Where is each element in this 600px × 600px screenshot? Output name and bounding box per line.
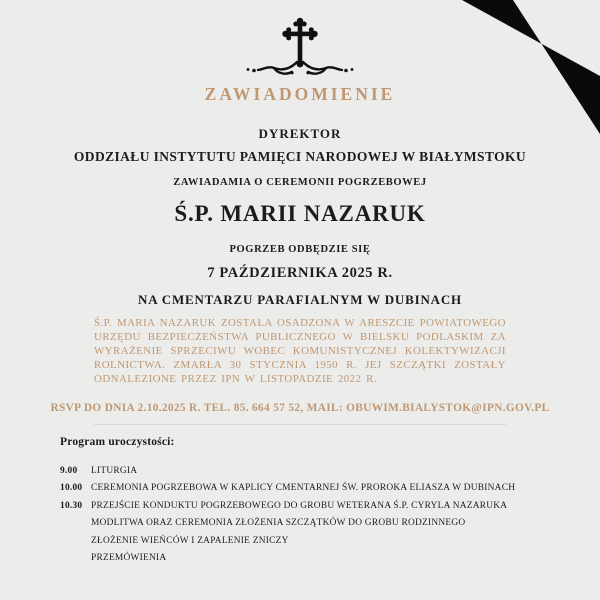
issuer-organization: ODDZIAŁU INSTYTUTU PAMIĘCI NARODOWEJ W BIAŁYMSTOKU bbox=[73, 149, 527, 164]
funeral-intro: POGRZEB ODBĘDZIE SIĘ bbox=[229, 244, 371, 255]
biography-text: Ś.P. MARIA NAZARUK ZOSTAŁA OSADZONA W ARESZCIE POWIATOWEGO URZĘDU BEZPIECZEŃSTWA PUBLICZNEGO W BIELSKU PODLASKIM ZA WYRAŻENIE SPRZECIWU WOBEC KOMUNISTYCZNEJ KOLEKTYWIZACJI ROLNICTWA. ZMARŁA 30 STYCZNIA 1950 R. JEJ SZCZĄTKI ZOSTAŁY ODNALEZIONE PRZEZ IPN W LISTOPADZIE 2022 R. bbox=[94, 317, 506, 385]
program-lines bbox=[91, 480, 570, 497]
program-item bbox=[60, 480, 570, 497]
deceased-name: Ś.P. MARII NAZARUK bbox=[174, 201, 426, 226]
funeral-date: 7 PAŹDZIERNIKA 2025 R. bbox=[207, 265, 393, 281]
program-time: 9.00 bbox=[60, 466, 78, 476]
funeral-place: NA CMENTARZU PARAFIALNYM W DUBINACH bbox=[138, 292, 462, 307]
announcement-line: ZAWIADAMIA O CEREMONII POGRZEBOWEJ bbox=[173, 177, 427, 188]
program-section bbox=[60, 436, 570, 567]
cross-ornament-icon bbox=[240, 14, 360, 78]
program-line: LITURGIA bbox=[91, 466, 138, 476]
program-line: ZŁOŻENIE WIEŃCÓW I ZAPALENIE ZNICZY bbox=[91, 535, 289, 546]
program-item bbox=[60, 498, 570, 568]
program-lines bbox=[91, 498, 570, 568]
program-rows bbox=[60, 463, 570, 567]
program-time: 10.30 bbox=[60, 500, 83, 511]
program-line: PRZEMÓWIENIA bbox=[91, 553, 167, 564]
notice-title: ZAWIADOMIENIE bbox=[204, 84, 396, 104]
rsvp-divider bbox=[94, 424, 506, 425]
program-item bbox=[60, 463, 570, 480]
program-time: 10.00 bbox=[60, 483, 83, 494]
program-line: PRZEJŚCIE KONDUKTU POGRZEBOWEGO DO GROBU WETERANA Ś.P. CYRYLA NAZARUKA bbox=[91, 500, 508, 511]
program-heading: Program uroczystości: bbox=[60, 436, 175, 448]
program-line: CEREMONIA POGRZEBOWA W KAPLICY CMENTARNEJ ŚW. PROROKA ELIASZA W DUBINACH bbox=[91, 483, 516, 494]
program-lines bbox=[91, 463, 570, 480]
rsvp-line: RSVP DO DNIA 2.10.2025 R. TEL. 85. 664 57 52, MAIL: OBUWIM.BIALYSTOK@IPN.GOV.PL bbox=[50, 402, 550, 414]
issuer-role: DYREKTOR bbox=[258, 126, 342, 141]
program-line: MODLITWA ORAZ CEREMONIA ZŁOŻENIA SZCZĄTKÓW DO GROBU RODZINNEGO bbox=[91, 518, 466, 529]
